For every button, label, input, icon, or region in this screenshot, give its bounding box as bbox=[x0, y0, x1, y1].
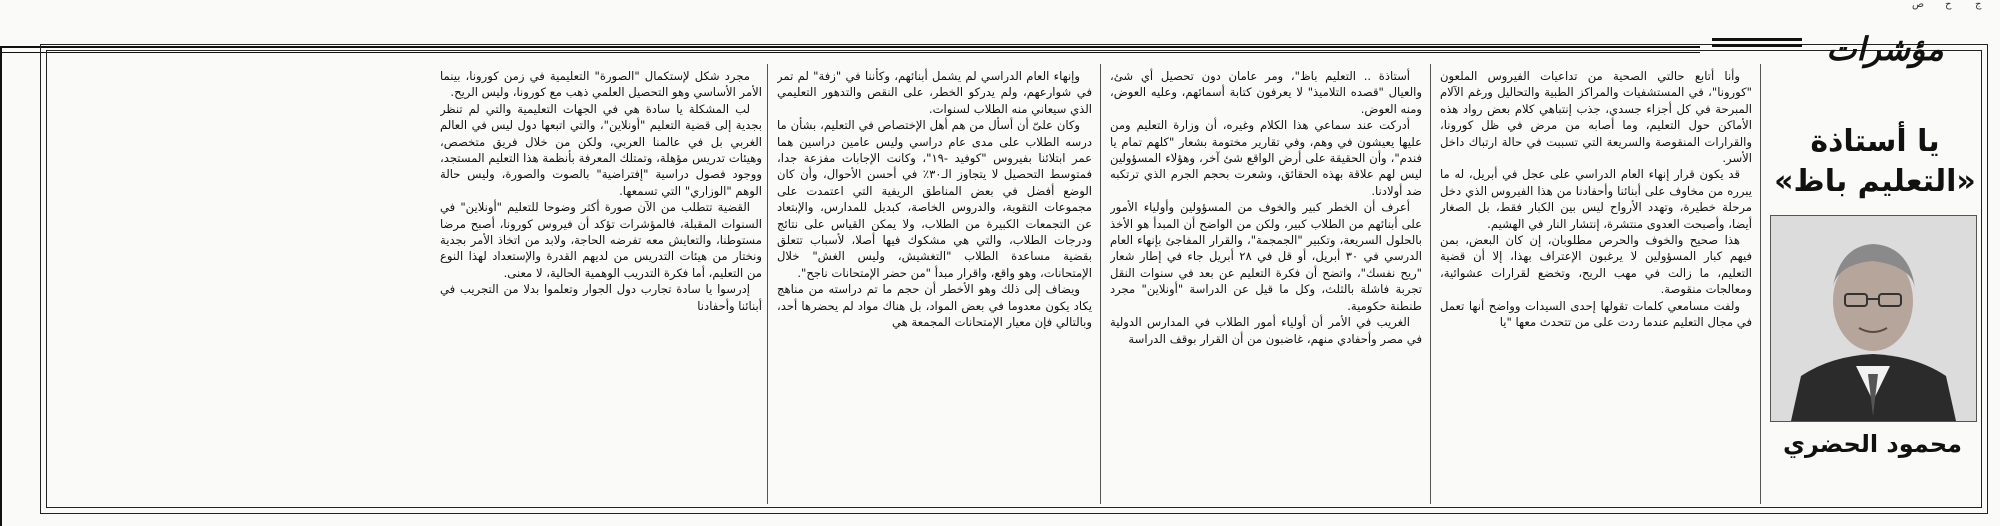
column-divider bbox=[1430, 64, 1431, 504]
paragraph: ويضاف إلى ذلك وهو الأخطر أن حجم ما تم دراسته من مناهج يكاد يكون معدوما في بعض المواد، بل هناك مواد لم يحضرها أحد، وبالتالي فإن معيار الإمتحانات المجمعة هي bbox=[777, 282, 1092, 330]
author-byline: محمود الحضري bbox=[1782, 430, 1963, 458]
paragraph: قد يكون قرار إنهاء العام الدراسي على عجل في أبريل، له ما يبرره من مخاوف على أبنائنا وأحفادنا من هذا الفيروس الذي دخل مرحلة خطيرة، وتهدد الأرواح ليس بين الكبار فقط، بل الصغار أيضا، وأصبحت العدوى منتشرة، إنتشار النار في الهشيم. bbox=[1440, 167, 1752, 231]
paragraph: وإنهاء العام الدراسي لم يشمل أبنائهم، وكأننا في "زفة" لم تمر في شوارعهم، ولم يدركو الخطر، على النقص والتدهور التعليمي الذي سيعاني منه الطلاب لسنوات. bbox=[777, 69, 1092, 116]
author-photo bbox=[1770, 215, 1977, 422]
section-title-bars bbox=[1712, 38, 1802, 54]
column-divider bbox=[1760, 64, 1761, 504]
top-fragment: ص bbox=[1912, 0, 1925, 10]
paragraph: أستاذة .. التعليم باظ"، ومر عامان دون تحصيل أي شئ، والعيال "قصده التلاميذ" لا يعرفون كتابة أسمائهم، وعليه العوض، ومنه العوض. bbox=[1110, 69, 1422, 116]
column-divider bbox=[1100, 64, 1101, 504]
paragraph: وأنا أتابع حالتي الصحية من تداعيات الفيروس الملعون "كورونا"، في المستشفيات والمراكز الطبية والتحاليل ورغم الآلام المبرحة في كل أجزاء جسدي، جذب إنتباهي كلام بعض رواد هذه الأماكن حول التعليم، وما أصابه من مرض في ظل كورونا، والقرارات المنقوصة والسريعة التي تسببت في حالة ارتباك داخل الأسر. bbox=[1440, 69, 1752, 166]
paragraph: مجرد شكل لإستكمال "الصورة" التعليمية في زمن كورونا، بينما الأمر الأساسي وهو التحصيل العلمي ذهب مع كورونا، وليس الريح. bbox=[440, 69, 762, 100]
top-fragment: ج bbox=[1975, 0, 1982, 10]
paragraph: أدركت عند سماعي هذا الكلام وغيره، أن وزارة التعليم ومن عليها يعيشون في وهم، وفي تقارير مختومة بشعار "كلهم تمام يا فندم"، وأن الحقيقة على أرض الواقع شئ آخر، وهؤلاء المسؤولين ليس لهم علاقة بهذه الحقائق، وشعرت بحجم الجرم الذي ترتكبه ضد أولادنا. bbox=[1110, 118, 1422, 198]
author-portrait-icon bbox=[1771, 216, 1976, 421]
article-column-1 bbox=[1440, 68, 1752, 506]
paragraph: إدرسوا يا سادة تجارب دول الجوار وتعلموا بدلا من التجريب في أبنائنا وأحفادنا bbox=[440, 282, 762, 313]
article-column-4 bbox=[440, 68, 762, 506]
headline-line-2: «التعليم باظ» bbox=[1774, 164, 1976, 199]
paragraph: هذا صحيح والخوف والحرص مطلوبان، إن كان البعض، بمن فيهم كبار المسؤولين لا يرغبون الإعتراف بهذا، إلا أن قضية التعليم، ما زالت في مهب الريح، وتخضع لقرارات عشوائية، ومعالجات منقوصة. bbox=[1440, 233, 1752, 297]
left-rule bbox=[0, 46, 2, 526]
headline-line-1: يا أستاذة bbox=[1810, 124, 1940, 159]
paragraph: أعرف أن الخطر كبير والخوف من المسؤولين وأولياء الأمور على أبنائهم من الطلاب كبير، ولكن من الواضح أن المبدأ هو الأخذ بالحلول السريعة، وتكبير "الجمجمة"، والقرار المفاجئ بإنهاء العام الدرسي في ٣٠ أبريل، أو قل في ٢٨ أبريل جاء في إطار شعار "ريح نفسك"، واتضح أن فكرة التعليم عن بعد في سنوات النقل تجربة فاشلة بالثلث، وكل ما قيل عن الدراسة "أونلاين" مجرد طنطنة حكومية. bbox=[1110, 200, 1422, 313]
article-column-2 bbox=[1110, 68, 1422, 506]
paragraph: الغريب في الأمر أن أولياء أمور الطلاب في المدارس الدولية في مصر وأحفادي منهم، غاضبون من أن القرار بوقف الدراسة bbox=[1110, 315, 1422, 346]
previous-article-fragments bbox=[0, 0, 2000, 12]
article-column-3 bbox=[777, 68, 1092, 506]
column-divider bbox=[767, 64, 768, 504]
paragraph: وكان علىّ أن أسأل من هم أهل الإختصاص في التعليم، بشأن ما درسه الطلاب على مدى عام دراسي وليس عامين دراسين هما عمر ابتلائنا بفيروس "كوفيد -١٩"، وكانت الإجابات مفزعة جدا، فمتوسط التحصيل لا يتجاوز الـ٣٠٪ في أحسن الأحوال، وأن كان الوضع أفضل في بعض المناطق الريفية التي اعتمدت على مجموعات التقوية، والدروس الخاصة، كبديل للمدارس، والإبتعاد عن التجمعات الكبيرة من الطلاب، ولا يمكن القياس على نتائج ودرجات الطلاب، والتي هي مشكوك فيها أصلا، لأسباب تتعلق بقضية مساعدة الطلاب "التغشيش، وليس الغش" خلال الإمتحانات، وهو واقع، واقرار مبدأ "من حضر الإمتحانات ناجح". bbox=[777, 118, 1092, 280]
paragraph: لب المشكلة يا سادة هي في الجهات التعليمية والتي لم تنظر بجدية إلى قضية التعليم "أونلاين"، والتي اتبعها دول ليس في العالم الغربي بل في عالمنا العربي، ولكن من خلال فريق متخصص، وهيئات تدريس مؤهلة، وتمتلك المعرفة بأنظمة هذا التعليم المستجد، ووجود فصول دراسية "إفتراضية" بالصوت والصورة، وليس حالة الوهم "الوزاري" التي تسمعها. bbox=[440, 101, 762, 198]
section-title: مؤشرات bbox=[1826, 30, 1944, 68]
paragraph: ولفت مسامعي كلمات تقولها إحدى السيدات وواضح أنها تعمل في مجال التعليم عندما ردت على من تتحدث معها "يا bbox=[1440, 298, 1752, 330]
article-headline bbox=[1770, 122, 1980, 202]
paragraph: القضية تتطلب من الآن صورة أكثر وضوحا للتعليم "أونلاين" في السنوات المقبلة، فالمؤشرات تؤكد أن فيروس كورونا، أصبح مرضا مستوطنا، والتعايش معه تفرضه الحاجة، ولابد من اتخاذ الأمر بجدية ونختار من هيئات التدريس من لديهم القدرة والإستعداد لهذا النوع من التعليم، أما فكرة التدريب الوهمية الحالية، لا معنى. bbox=[440, 200, 762, 280]
top-fragment: ح bbox=[1945, 0, 1952, 10]
